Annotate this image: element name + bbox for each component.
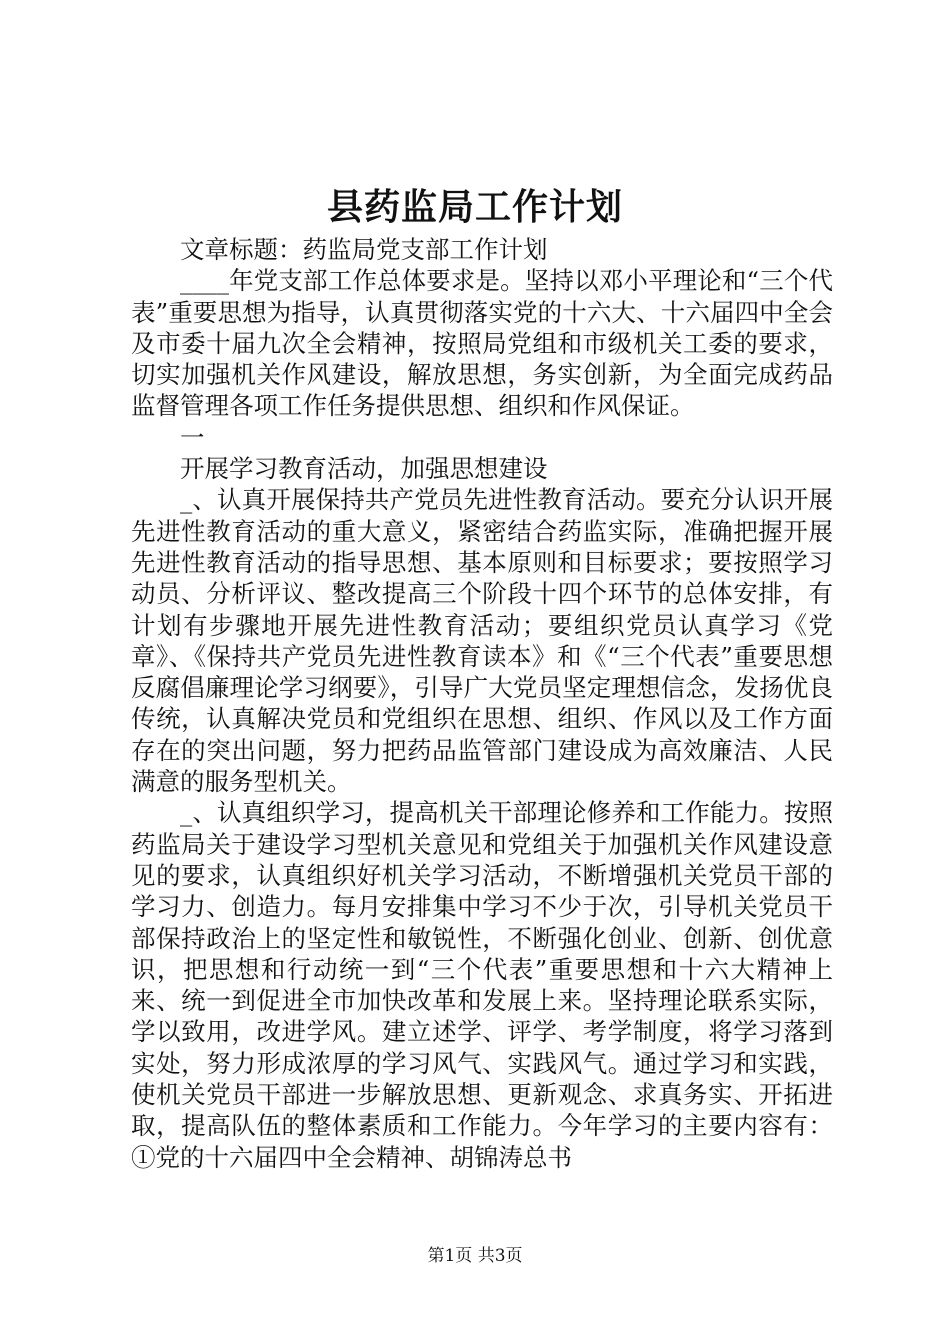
article-title-line: 文章标题：药监局党支部工作计划 xyxy=(180,235,548,264)
paragraph-overall-requirement: ____年党支部工作总体要求是。坚持以邓小平理论和“三个代表”重要思想为指导，认真贯彻落实党的十六大、十六届四中全会及市委十届九次全会精神，按照局党组和市级机关工委的要求，切实加强机关作风建设，解放思想，务实创新，为全面完成药品监督管理各项工作任务提供思想、组织和作风保证。 xyxy=(131,266,833,421)
document-body xyxy=(131,234,833,1173)
paragraph-education-activity: _、认真开展保持共产党员先进性教育活动。要充分认识开展先进性教育活动的重大意义，紧密结合药监实际，准确把握开展先进性教育活动的指导思想、基本原则和目标要求；要按照学习动员、分析评议、整改提高三个阶段十四个环节的总体安排，有计划有步骤地开展先进性教育活动；要组织党员认真学习《党章》、《保持共产党员先进性教育读本》和《“三个代表”重要思想反腐倡廉理论学习纲要》，引导广大党员坚定理想信念，发扬优良传统，认真解决党员和党组织在思想、组织、作风以及工作方面存在的突出问题，努力把药品监管部门建设成为高效廉洁、人民满意的服务型机关。 xyxy=(131,485,833,797)
document-title: 县药监局工作计划 xyxy=(326,186,623,228)
section-heading: 开展学习教育活动，加强思想建设 xyxy=(180,454,548,484)
section-number: 一 xyxy=(180,422,205,452)
page-footer: 第1页 共3页 xyxy=(427,1246,523,1266)
paragraph-organize-study: _、认真组织学习，提高机关干部理论修养和工作能力。按照药监局关于建设学习型机关意见和党组关于加强机关作风建设意见的要求，认真组织好机关学习活动，不断增强机关党员干部的学习力、创造力。每月安排集中学习不少于次，引导机关党员干部保持政治上的坚定性和敏锐性，不断强化创业、创新、创优意识，把思想和行动统一到“三个代表”重要思想和十六大精神上来、统一到促进全市加快改革和发展上来。坚持理论联系实际，学以致用，改进学风。建立述学、评学、考学制度，将学习落到实处，努力形成浓厚的学习风气、实践风气。通过学习和实践，使机关党员干部进一步解放思想、更新观念、求真务实、开拓进取，提高队伍的整体素质和工作能力。今年学习的主要内容有：①党的十六届四中全会精神、胡锦涛总书 xyxy=(131,798,833,1172)
